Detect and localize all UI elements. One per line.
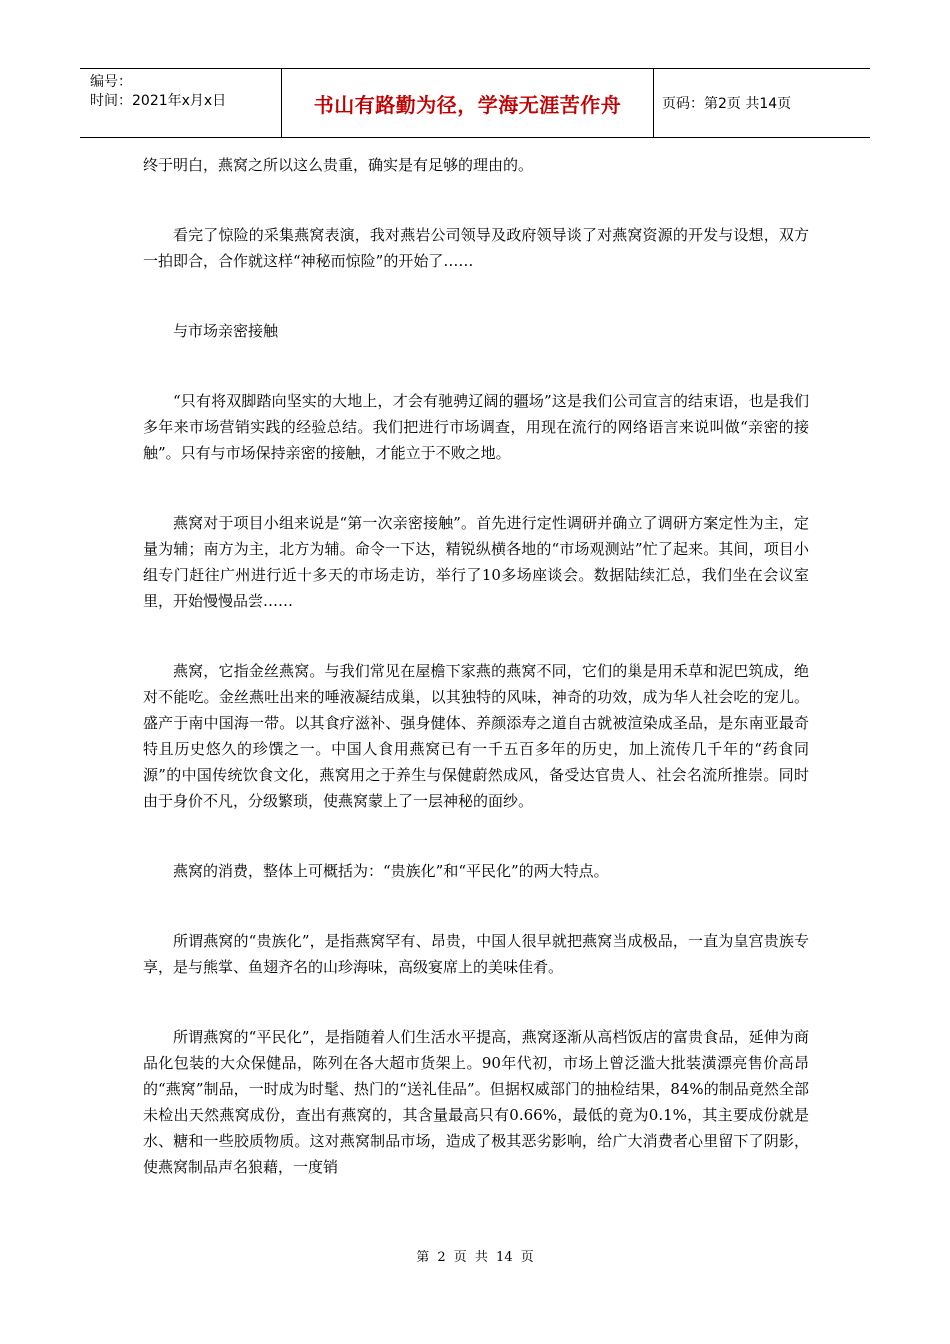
header-page-cell xyxy=(654,69,870,137)
body-paragraph: 看完了惊险的采集燕窝表演，我对燕岩公司领导及政府领导谈了对燕窝资源的开发与设想，双方一拍即合，合作就这样“神秘而惊险”的开始了…… xyxy=(143,226,809,270)
footer-page-number: 第 2 页 共 14 页 xyxy=(416,1250,534,1265)
document-date-label: 时间：2021年x月x日 xyxy=(90,93,227,109)
header-motto-cell xyxy=(282,69,654,137)
body-paragraph: 燕窝的消费，整体上可概括为：“贵族化”和“平民化”的两大特点。 xyxy=(173,862,609,880)
body-paragraph: 燕窝，它指金丝燕窝。与我们常见在屋檐下家燕的燕窝不同，它们的巢是用禾草和泥巴筑成，绝对不能吃。金丝燕吐出来的唾液凝结成巢，以其独特的风味，神奇的功效，成为华人社会吃的宠儿。盛产于南中国海一带。以其食疗滋补、强身健体、养颜添寿之道自古就被渲染成圣品，是东南亚最奇特且历史悠久的珍馔之一。中国人食用燕窝已有一千五百多年的历史，加上流传几千年的“药食同源”的中国传统饮食文化，燕窝用之于养生与保健蔚然成风，备受达官贵人、社会名流所推崇。同时由于身价不凡，分级繁琐，使燕窝蒙上了一层神秘的面纱。 xyxy=(143,662,809,810)
body-paragraph: 终于明白，燕窝之所以这么贵重，确实是有足够的理由的。 xyxy=(143,156,534,174)
header-meta-cell xyxy=(80,69,282,137)
header-page-info: 页码：第2页 共14页 xyxy=(662,96,792,112)
header-motto: 书山有路勤为径，学海无涯苦作舟 xyxy=(313,92,622,117)
body-paragraph: 所谓燕窝的“贵族化”，是指燕窝罕有、昂贵，中国人很早就把燕窝当成极品，一直为皇宫贵族专享，是与熊掌、鱼翅齐名的山珍海味，高级宴席上的美味佳肴。 xyxy=(143,932,809,976)
body-paragraph: “只有将双脚踏向坚实的大地上，才会有驰骋辽阔的疆场”这是我们公司宣言的结束语，也是我们多年来市场营销实践的经验总结。我们把进行市场调查，用现在流行的网络语言来说叫做“亲密的接触”。只有与市场保持亲密的接触，才能立于不败之地。 xyxy=(143,392,809,462)
page-footer xyxy=(0,1246,950,1265)
body-paragraph: 燕窝对于项目小组来说是“第一次亲密接触”。首先进行定性调研并确立了调研方案定性为主，定量为辅；南方为主，北方为辅。命令一下达，精锐纵横各地的“市场观测站”忙了起来。其间，项目小组专门赶往广州进行近十多天的市场走访，举行了10多场座谈会。数据陆续汇总，我们坐在会议室里，开始慢慢品尝…… xyxy=(143,514,809,610)
document-header xyxy=(80,68,870,138)
document-body xyxy=(143,152,809,1180)
document-number-label: 编号： xyxy=(90,74,132,90)
section-heading: 与市场亲密接触 xyxy=(173,322,279,340)
body-paragraph: 所谓燕窝的“平民化”，是指随着人们生活水平提高，燕窝逐渐从高档饭店的富贵食品，延伸为商品化包装的大众保健品，陈列在各大超市货架上。90年代初，市场上曾泛滥大批装潢漂亮售价高昂的“燕窝”制品，一时成为时髦、热门的“送礼佳品”。但据权威部门的抽检结果，84%的制品竟然全部未检出天然燕窝成份，查出有燕窝的，其含量最高只有0.66%，最低的竟为0.1%，其主要成份就是水、糖和一些胶质物质。这对燕窝制品市场，造成了极其恶劣影响，给广大消费者心里留下了阴影，使燕窝制品声名狼藉，一度销 xyxy=(143,1028,809,1176)
